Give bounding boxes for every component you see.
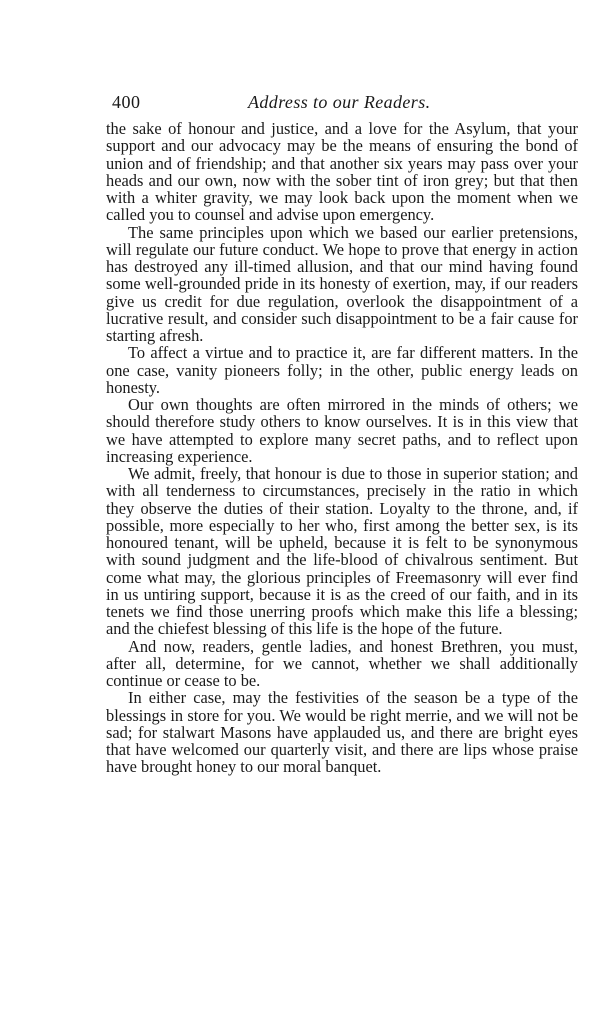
paragraph: And now, readers, gentle ladies, and honest Brethren, you must, after all, determine, for we cannot, whether we shall additionally continue or cease to be. — [106, 636, 578, 690]
paragraph: To affect a virtue and to practice it, are far different matters. In the one case, vanity pioneers folly; in the other, public energy leads on honesty. — [106, 343, 578, 397]
paragraph: The same principles upon which we based our earlier pretensions, will regulate our future conduct. We hope to prove that energy in action has destroyed any ill-timed allusion, and that our mind having found some well-grounded pride in its honesty of exertion, may, if our readers give us credit for due regulation, overlook the disappointment of a lucrative result, and consider such disappointment to be a fair cause for starting afresh. — [106, 222, 578, 345]
paragraph: Our own thoughts are often mirrored in the minds of others; we should therefore study others to know ourselves. It is in this view that we have attempted to explore many secret paths, and to reflect upon increasing experience. — [106, 395, 578, 466]
paragraph-continued: the sake of honour and justice, and a love for the Asylum, that your support and our advocacy may be the means of ensuring the bond of union and of friendship; and that another six years may pass over your heads and our own, now with the sober tint of iron grey; but that then with a whiter gravity, we may look back upon the moment when we called you to counsel and advise upon emergency. — [106, 119, 578, 225]
running-head: Address to our Readers. — [248, 92, 431, 112]
paragraph: In either case, may the festivities of the season be a type of the blessings in store for you. We would be right merrie, and we will not be sad; for stalwart Masons have applauded us, and there are bright eyes that have welcomed our quarterly visit, and there are lips whose praise have brought honey to our moral banquet. — [106, 688, 578, 777]
body-text — [106, 120, 578, 776]
page-number: 400 — [112, 92, 141, 112]
paragraph: We admit, freely, that honour is due to those in superior station; and with all tenderness to circumstances, precisely in the ratio in which they observe the duties of their station. Loyalty to the throne, and, if possible, more especially to her who, first among the better sex, is its honoured tenant, will be upheld, because it is felt to be synonymous with sound judgment and the life-blood of chivalrous sentiment. But come what may, the glorious principles of Freemasonry will ever find in us untiring support, because it is as the creed of our faith, and in its tenets we find those unerring proofs which make this life a blessing; and the chiefest blessing of this life is the hope of the future. — [106, 464, 578, 639]
page-header — [106, 92, 578, 120]
